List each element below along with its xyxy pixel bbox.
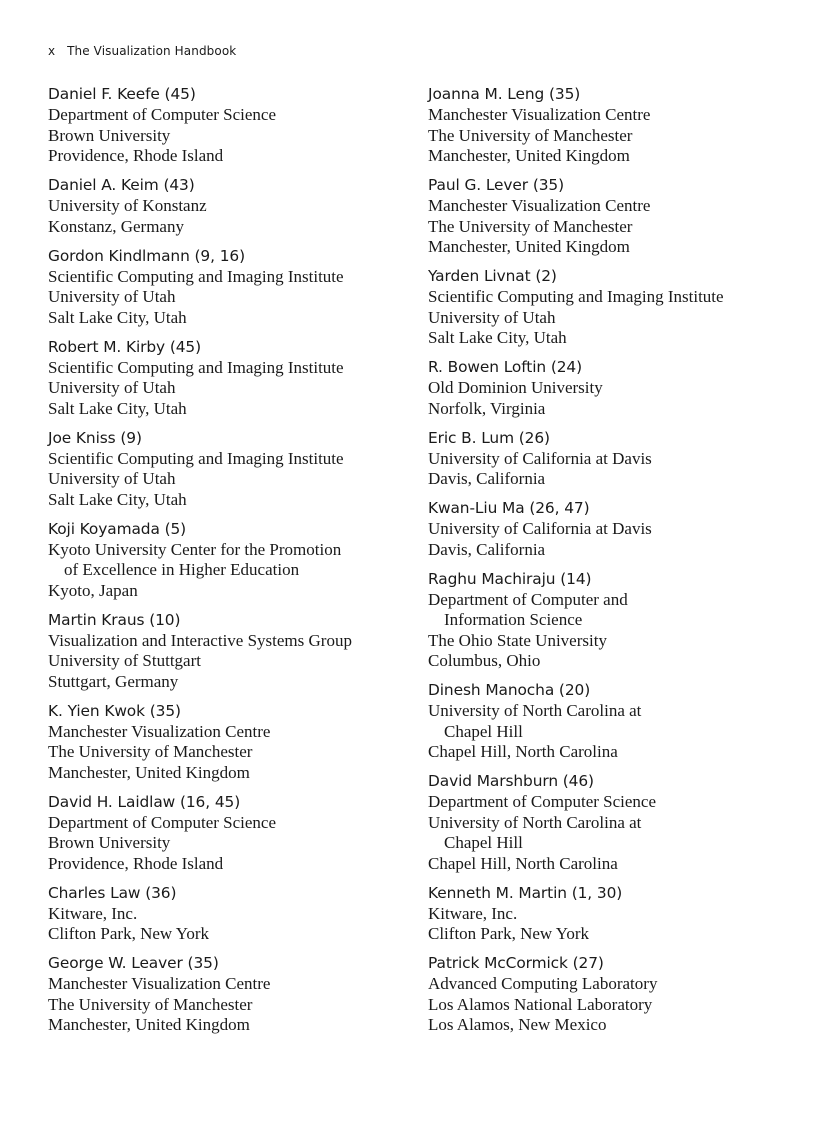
affiliation-line: University of Utah	[428, 307, 556, 327]
contributor-entry	[48, 519, 408, 602]
affiliation-line: Norfolk, Virginia	[428, 398, 546, 418]
affiliation-line: Davis, California	[428, 539, 546, 559]
contributor-entry	[48, 175, 408, 237]
contributor-name: R. Bowen Loftin (24)	[428, 358, 583, 376]
contributor-name: Robert M. Kirby (45)	[48, 337, 202, 356]
contributor-name: Yarden Livnat (2)	[428, 267, 557, 285]
affiliation-line: Davis, California	[428, 469, 546, 488]
affiliation-line: University of Utah	[48, 469, 176, 488]
left-column	[48, 84, 408, 1044]
contributor-entry	[428, 771, 788, 874]
affiliation-line: The University of Manchester	[48, 994, 253, 1014]
contributor-entry	[428, 175, 788, 258]
affiliation-line: Providence, Rhode Island	[48, 853, 224, 873]
contributor-name: Joe Kniss (9)	[48, 428, 142, 447]
contributor-name: Patrick McCormick (27)	[428, 954, 604, 972]
affiliation-line: Manchester, United Kingdom	[48, 1015, 250, 1034]
contributor-entry	[428, 266, 788, 349]
affiliation-line: University of North Carolina at	[428, 701, 642, 720]
affiliation-line: Scientific Computing and Imaging Institute	[48, 266, 344, 286]
affiliation-line: Manchester, United Kingdom	[428, 237, 630, 256]
contributor-entry	[428, 953, 788, 1036]
affiliation-line: Chapel Hill	[444, 721, 523, 741]
affiliation-line: Clifton Park, New York	[48, 924, 210, 943]
affiliation-line: Manchester, United Kingdom	[48, 762, 250, 782]
contributor-entry	[428, 569, 788, 672]
contributor-name: K. Yien Kwok (35)	[48, 701, 181, 720]
affiliation-line: Konstanz, Germany	[48, 216, 184, 236]
affiliation-line: Columbus, Ohio	[428, 651, 541, 670]
contributor-name: Joanna M. Leng (35)	[428, 85, 581, 103]
affiliation-line: The University of Manchester	[428, 125, 633, 145]
affiliation-line: of Excellence in Higher Education	[64, 560, 300, 579]
contributor-name: Kenneth M. Martin (1, 30)	[428, 883, 623, 902]
affiliation-line: Brown University	[48, 833, 171, 852]
page-number: x	[48, 44, 56, 58]
contributor-name: Koji Koyamada (5)	[48, 519, 187, 538]
affiliation-line: Salt Lake City, Utah	[48, 307, 187, 327]
affiliation-line: Salt Lake City, Utah	[428, 328, 567, 347]
affiliation-line: University of California at Davis	[428, 519, 652, 538]
affiliation-line: Kitware, Inc.	[48, 903, 138, 923]
contributor-name: Daniel F. Keefe (45)	[48, 85, 196, 103]
affiliation-line: Manchester Visualization Centre	[48, 974, 271, 993]
contributor-name: Daniel A. Keim (43)	[48, 176, 195, 194]
affiliation-line: The Ohio State University	[428, 630, 607, 650]
contributor-name: George W. Leaver (35)	[48, 954, 219, 972]
contributor-name: Kwan-Liu Ma (26, 47)	[428, 499, 590, 517]
affiliation-line: Advanced Computing Laboratory	[428, 974, 658, 993]
affiliation-line: Manchester Visualization Centre	[48, 721, 271, 741]
affiliation-line: Scientific Computing and Imaging Institute	[48, 357, 344, 377]
contributor-name: Eric B. Lum (26)	[428, 428, 550, 447]
affiliation-line: Chapel Hill	[444, 833, 523, 852]
affiliation-line: University of North Carolina at	[428, 812, 642, 832]
affiliation-line: Stuttgart, Germany	[48, 671, 179, 691]
contributor-entry	[428, 498, 788, 560]
affiliation-line: Providence, Rhode Island	[48, 146, 224, 165]
contributor-entry	[428, 883, 788, 945]
affiliation-line: Brown University	[48, 125, 171, 145]
affiliation-line: Kitware, Inc.	[428, 903, 518, 923]
affiliation-line: Chapel Hill, North Carolina	[428, 742, 618, 761]
book-title: The Visualization Handbook	[67, 44, 237, 58]
contributor-entry	[48, 428, 408, 511]
contributor-name: Martin Kraus (10)	[48, 610, 181, 629]
contributor-name: Charles Law (36)	[48, 883, 177, 902]
contributor-entry	[48, 246, 408, 329]
affiliation-line: University of California at Davis	[428, 448, 652, 468]
affiliation-line: Manchester, United Kingdom	[428, 146, 630, 165]
contributor-entry	[428, 84, 788, 167]
affiliation-line: Manchester Visualization Centre	[428, 105, 651, 124]
affiliation-line: Department of Computer and	[428, 589, 628, 609]
affiliation-line: Clifton Park, New York	[428, 924, 590, 943]
contributor-entry	[428, 680, 788, 763]
running-head	[48, 44, 236, 58]
right-column	[428, 84, 788, 1044]
affiliation-line: University of Utah	[48, 378, 176, 397]
affiliation-line: Salt Lake City, Utah	[48, 398, 187, 418]
contributor-entry	[48, 953, 408, 1036]
affiliation-line: Scientific Computing and Imaging Institute	[48, 448, 344, 468]
contributor-entry	[48, 610, 408, 693]
affiliation-line: Salt Lake City, Utah	[48, 489, 187, 509]
affiliation-line: Old Dominion University	[428, 378, 603, 397]
contributor-name: Dinesh Manocha (20)	[428, 681, 591, 699]
contributor-name: David Marshburn (46)	[428, 772, 594, 790]
contributor-name: Gordon Kindlmann (9, 16)	[48, 246, 245, 265]
affiliation-line: Information Science	[444, 610, 583, 629]
affiliation-line: University of Konstanz	[48, 196, 207, 215]
affiliation-line: Los Alamos, New Mexico	[428, 1015, 607, 1034]
affiliation-line: Scientific Computing and Imaging Institute	[428, 287, 724, 306]
contributor-entry	[48, 883, 408, 945]
affiliation-line: University of Stuttgart	[48, 651, 201, 670]
affiliation-line: Department of Computer Science	[428, 792, 657, 811]
contributor-entry	[48, 84, 408, 167]
affiliation-line: Kyoto, Japan	[48, 580, 138, 600]
affiliation-line: University of Utah	[48, 287, 176, 306]
affiliation-line: Department of Computer Science	[48, 812, 277, 832]
contributor-name: David H. Laidlaw (16, 45)	[48, 792, 241, 811]
contributor-entry	[428, 357, 788, 419]
affiliation-line: Kyoto University Center for the Promotion	[48, 539, 342, 559]
contributor-name: Raghu Machiraju (14)	[428, 569, 592, 588]
affiliation-line: Manchester Visualization Centre	[428, 196, 651, 215]
affiliation-line: Visualization and Interactive Systems Group	[48, 630, 352, 650]
contributor-name: Paul G. Lever (35)	[428, 176, 565, 194]
affiliation-line: Department of Computer Science	[48, 105, 277, 124]
affiliation-line: The University of Manchester	[428, 216, 633, 236]
contributor-entry	[48, 701, 408, 784]
contributor-entry	[48, 337, 408, 420]
affiliation-line: Los Alamos National Laboratory	[428, 994, 653, 1014]
contributor-entry	[428, 428, 788, 490]
affiliation-line: The University of Manchester	[48, 742, 253, 761]
affiliation-line: Chapel Hill, North Carolina	[428, 853, 618, 873]
contributor-entry	[48, 792, 408, 875]
